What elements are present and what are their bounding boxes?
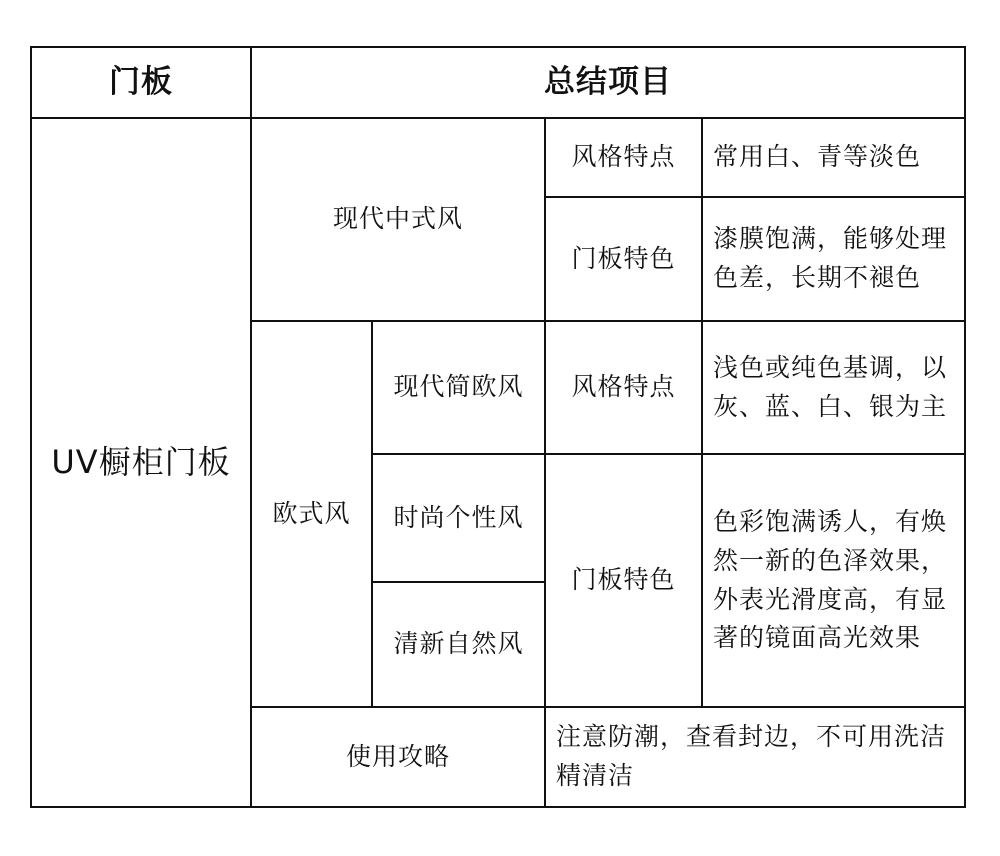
substyle-modern-simple-european: 现代简欧风 bbox=[393, 372, 524, 402]
header-door-panel: 门板 bbox=[109, 64, 173, 101]
substyle-fresh-natural: 清新自然风 bbox=[393, 629, 524, 659]
european-style-label: 风格特点 bbox=[571, 372, 676, 402]
european-door-label: 门板特色 bbox=[571, 565, 676, 595]
substyle-fashion-personality: 时尚个性风 bbox=[393, 502, 524, 532]
modern-chinese-door-value: 漆膜饱满，能够处理色差，长期不褪色 bbox=[713, 224, 948, 292]
style-modern-chinese: 现代中式风 bbox=[332, 204, 463, 234]
style-european: 欧式风 bbox=[272, 498, 351, 528]
modern-chinese-style-label: 风格特点 bbox=[571, 142, 676, 172]
modern-chinese-door-label: 门板特色 bbox=[571, 243, 676, 273]
european-style-value: 浅色或纯色基调，以灰、蓝、白、银为主 bbox=[713, 352, 948, 421]
modern-chinese-style-value: 常用白、青等淡色 bbox=[713, 142, 922, 172]
row-label-uv-cabinet-door: UV橱柜门板 bbox=[51, 442, 231, 481]
summary-table bbox=[30, 46, 966, 808]
european-door-value: 色彩饱满诱人，有焕然一新的色泽效果，外表光滑度高，有显著的镜面高光效果 bbox=[713, 507, 948, 653]
usage-value: 注意防潮，查看封边，不可用洗洁精清洁 bbox=[556, 722, 947, 790]
usage-label: 使用攻略 bbox=[345, 741, 450, 771]
header-summary-items: 总结项目 bbox=[544, 64, 672, 101]
